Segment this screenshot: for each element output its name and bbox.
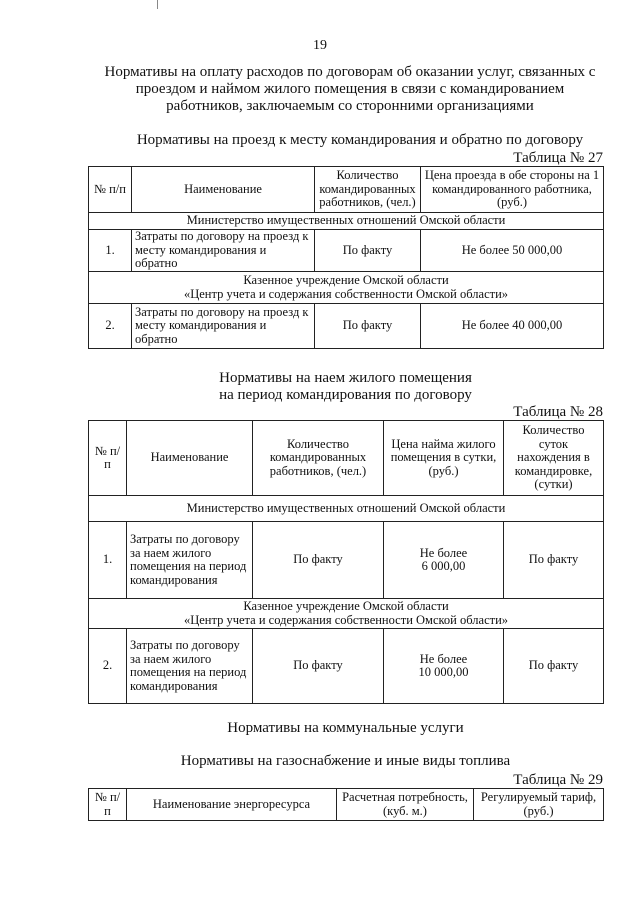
table-28-header-row <box>89 421 604 496</box>
row-num: 1. <box>89 522 127 599</box>
header-num: № п/п <box>89 421 127 496</box>
header-need: Расчетная потребность, (куб. м.) <box>337 789 474 821</box>
table-29-header-row <box>89 789 604 821</box>
row-price <box>384 522 504 599</box>
header-price: Цена проезда в обе стороны на 1 командированного работника, (руб.) <box>421 167 604 213</box>
row-qty: По факту <box>253 629 384 704</box>
table-27 <box>88 166 604 349</box>
group-institution-line-2: «Центр учета и содержания собственности Омской области» <box>183 612 509 627</box>
page-number: 19 <box>313 38 327 53</box>
group-institution-line-2: «Центр учета и содержания собственности Омской области» <box>183 286 509 301</box>
row-num: 2. <box>89 629 127 704</box>
header-num: № п/п <box>89 789 127 821</box>
main-heading-line-2: проездом и наймом жилого помещения в связи с командированием <box>135 81 565 97</box>
group-institution <box>89 272 604 304</box>
header-qty: Количество командированных работников, (чел.) <box>315 167 421 213</box>
table-28-label: Таблица № 28 <box>513 404 603 420</box>
header-tariff: Регулируемый тариф, (руб.) <box>474 789 604 821</box>
group-ministry: Министерство имущественных отношений Омской области <box>89 496 604 522</box>
table-row <box>89 304 604 349</box>
scan-edge-mark <box>157 0 158 9</box>
row-price: Не более 50 000,00 <box>421 230 604 272</box>
header-days: Количество суток нахождения в командировке, (сутки) <box>504 421 604 496</box>
table-27-group-row <box>89 272 604 304</box>
row-name: Затраты по договору за наем жилого помещения на период командирования <box>127 522 253 599</box>
group-institution <box>89 599 604 629</box>
section-27-title: Нормативы на проезд к месту командирования и обратно по договору <box>136 132 584 148</box>
table-27-header-row <box>89 167 604 213</box>
main-heading-line-3: работников, заключаемым со сторонними организациями <box>166 98 534 114</box>
table-29 <box>88 788 604 821</box>
header-qty: Количество командированных работников, (чел.) <box>253 421 384 496</box>
header-num: № п/п <box>89 167 132 213</box>
row-name: Затраты по договору на проезд к месту командирования и обратно <box>132 230 315 272</box>
header-price: Цена найма жилого помещения в сутки, (руб.) <box>384 421 504 496</box>
table-27-group-row <box>89 213 604 230</box>
table-28-group-row <box>89 599 604 629</box>
table-28 <box>88 420 604 704</box>
section-28-title-line-1: Нормативы на наем жилого помещения <box>219 370 472 386</box>
section-28-title <box>88 370 603 404</box>
table-27-label: Таблица № 27 <box>513 150 603 166</box>
group-institution-line-1: Казенное учреждение Омской области <box>243 273 449 287</box>
row-num: 2. <box>89 304 132 349</box>
row-price-line-2: 10 000,00 <box>418 665 469 679</box>
row-days: По факту <box>504 522 604 599</box>
row-price <box>384 629 504 704</box>
row-name: Затраты по договору на проезд к месту командирования и обратно <box>132 304 315 349</box>
section-28-title-line-2: на период командирования по договору <box>219 387 472 403</box>
utilities-title: Нормативы на коммунальные услуги <box>227 720 464 736</box>
row-qty: По факту <box>315 230 421 272</box>
row-price-line-1: Не более <box>419 545 468 560</box>
row-name: Затраты по договору за наем жилого помещения на период командирования <box>127 629 253 704</box>
row-price: Не более 40 000,00 <box>421 304 604 349</box>
row-days: По факту <box>504 629 604 704</box>
main-heading-line-1: Нормативы на оплату расходов по договорам об оказании услуг, связанных с <box>104 64 596 80</box>
group-institution-line-1: Казенное учреждение Омской области <box>243 599 449 613</box>
table-row <box>89 230 604 272</box>
row-price-line-2: 6 000,00 <box>421 559 466 573</box>
section-29-title: Нормативы на газоснабжение и иные виды топлива <box>180 753 511 769</box>
row-price-line-1: Не более <box>419 651 468 666</box>
row-qty: По факту <box>253 522 384 599</box>
main-heading <box>60 64 640 115</box>
row-num: 1. <box>89 230 132 272</box>
table-row <box>89 629 604 704</box>
table-29-label: Таблица № 29 <box>513 772 603 788</box>
header-name: Наименование <box>132 167 315 213</box>
header-name: Наименование <box>127 421 253 496</box>
group-ministry: Министерство имущественных отношений Омской области <box>89 213 604 230</box>
table-28-group-row <box>89 496 604 522</box>
table-row <box>89 522 604 599</box>
row-qty: По факту <box>315 304 421 349</box>
header-name: Наименование энергоресурса <box>127 789 337 821</box>
